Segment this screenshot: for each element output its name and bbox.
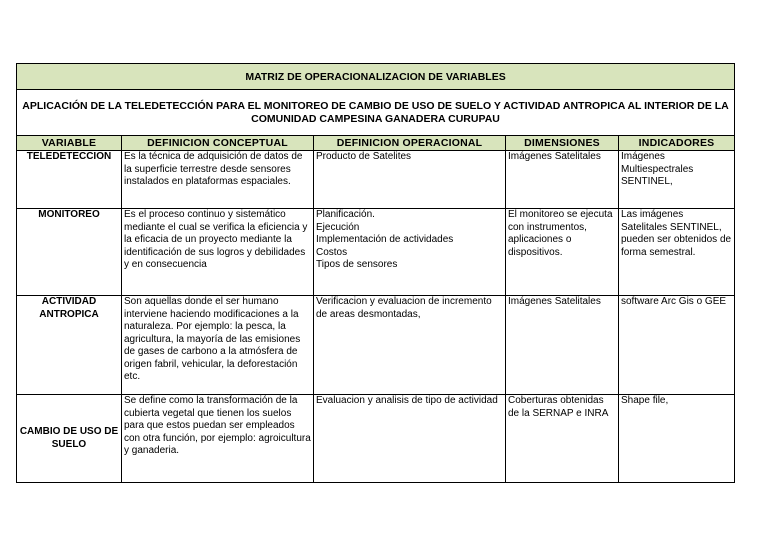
table-row: [17, 151, 735, 209]
row-variable: MONITOREO: [17, 209, 122, 296]
operationalization-matrix: [16, 63, 735, 483]
row-dimensiones: Imágenes Satelitales: [506, 151, 619, 209]
row-operacional: Planificación. Ejecución Implementación de actividades Costos Tipos de sensores: [314, 209, 506, 296]
table-row: [17, 395, 735, 483]
row-indicadores: Las imágenes Satelitales SENTINEL, pueden ser obtenidos de forma semestral.: [619, 209, 735, 296]
header-dimensiones: DIMENSIONES: [506, 136, 619, 151]
row-conceptual: Se define como la transformación de la cubierta vegetal que tienen los suelos para que estos puedan ser empleados con otra función, por ejemplo: agroicultura y ganaderia.: [122, 395, 314, 483]
row-conceptual: Son aquellas donde el ser humano interviene haciendo modificaciones a la naturaleza. Por ejemplo: la pesca, la agricultura, la mayoría de las emisiones de gases de carbono a la atmósfera de origen fabril, vehicular, la deforestación etc.: [122, 296, 314, 395]
row-indicadores: software Arc Gis o GEE: [619, 296, 735, 395]
row-variable: ACTIVIDAD ANTROPICA: [17, 296, 122, 395]
row-operacional: Verificacion y evaluacion de incremento de areas desmontadas,: [314, 296, 506, 395]
row-variable: TELEDETECCION: [17, 151, 122, 209]
header-conceptual: DEFINICION CONCEPTUAL: [122, 136, 314, 151]
table-row: [17, 296, 735, 395]
matrix-subtitle: APLICACIÓN DE LA TELEDETECCIÓN PARA EL MONITOREO DE CAMBIO DE USO DE SUELO Y ACTIVIDAD ANTROPICA AL INTERIOR DE LA COMUNIDAD CAMPESINA GANADERA CURUPAU: [17, 90, 735, 136]
subtitle-row: [17, 90, 735, 136]
table-row: [17, 209, 735, 296]
title-row: [17, 64, 735, 90]
row-dimensiones: Coberturas obtenidas de la SERNAP e INRA: [506, 395, 619, 483]
column-header-row: [17, 136, 735, 151]
row-indicadores: Imágenes Multiespectrales SENTINEL,: [619, 151, 735, 209]
row-conceptual: Es la técnica de adquisición de datos de la superficie terrestre desde sensores instalados en plataformas espaciales.: [122, 151, 314, 209]
row-conceptual: Es el proceso continuo y sistemático mediante el cual se verifica la eficiencia y la eficacia de un proyecto mediante la identificación de sus logros y debilidades y en consecuencia: [122, 209, 314, 296]
row-dimensiones: Imágenes Satelitales: [506, 296, 619, 395]
header-variable: VARIABLE: [17, 136, 122, 151]
header-indicadores: INDICADORES: [619, 136, 735, 151]
matrix-title: MATRIZ DE OPERACIONALIZACION DE VARIABLES: [17, 64, 735, 90]
row-variable: CAMBIO DE USO DE SUELO: [17, 395, 122, 483]
row-operacional: Evaluacion y analisis de tipo de actividad: [314, 395, 506, 483]
row-indicadores: Shape file,: [619, 395, 735, 483]
header-operacional: DEFINICION OPERACIONAL: [314, 136, 506, 151]
row-operacional: Producto de Satelites: [314, 151, 506, 209]
row-dimensiones: El monitoreo se ejecuta con instrumentos, aplicaciones o dispositivos.: [506, 209, 619, 296]
